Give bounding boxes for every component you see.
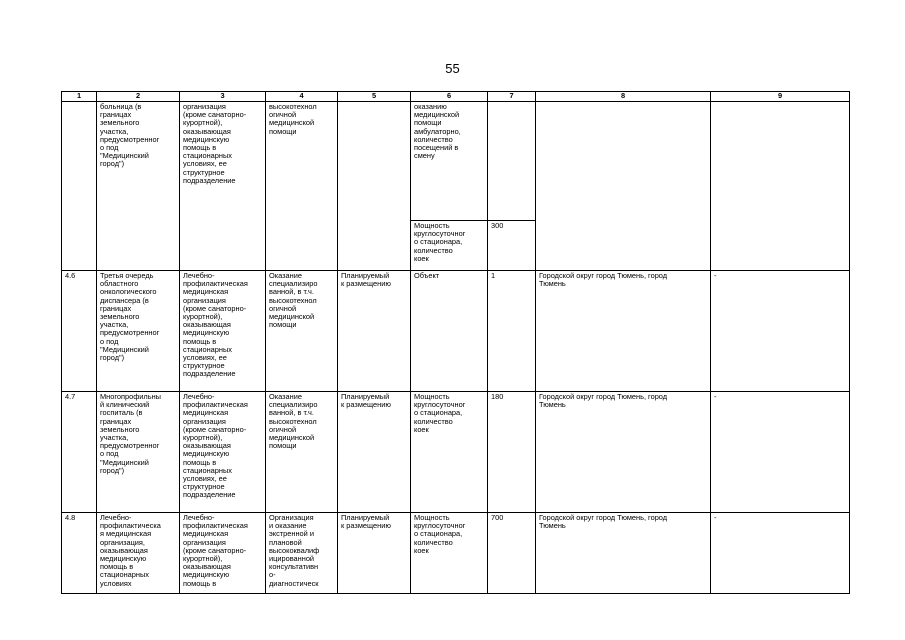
cell-characteristic: Мощность круглосуточног о стационара, количество коек bbox=[411, 221, 488, 271]
cell-zones: - bbox=[711, 513, 850, 594]
cell-value bbox=[488, 102, 536, 221]
cell-characteristic: оказанию медицинской помощи амбулаторно, количество посещений в смену bbox=[411, 102, 488, 221]
column-header: 3 bbox=[180, 92, 266, 102]
cell-purpose: высокотехнол огичной медицинской помощи bbox=[266, 102, 338, 271]
cell-number bbox=[62, 102, 97, 271]
table-row-continuation bbox=[62, 102, 850, 221]
table-row bbox=[62, 271, 850, 392]
cell-type: организация (кроме санаторно- курортной), оказывающая медицинскую помощь в стационарных условиях, ее структурное подразделение bbox=[180, 102, 266, 271]
cell-name: Многопрофильны й клинический госпиталь (в границах земельного участка, предусмотренног о под "Медицинский город") bbox=[97, 392, 180, 513]
cell-status: Планируемый к размещению bbox=[338, 513, 411, 594]
cell-location: Городской округ город Тюмень, город Тюмень bbox=[536, 392, 711, 513]
cell-number: 4.7 bbox=[62, 392, 97, 513]
cell-zones bbox=[711, 102, 850, 271]
cell-value: 300 bbox=[488, 221, 536, 271]
cell-value: 1 bbox=[488, 271, 536, 392]
cell-characteristic: Мощность круглосуточног о стационара, количество коек bbox=[411, 392, 488, 513]
cell-characteristic: Объект bbox=[411, 271, 488, 392]
column-header: 8 bbox=[536, 92, 711, 102]
column-header: 7 bbox=[488, 92, 536, 102]
cell-status: Планируемый к размещению bbox=[338, 271, 411, 392]
cell-value: 700 bbox=[488, 513, 536, 594]
column-header: 6 bbox=[411, 92, 488, 102]
register-table bbox=[61, 91, 850, 594]
cell-number: 4.6 bbox=[62, 271, 97, 392]
cell-type: Лечебно- профилактическая медицинская организация (кроме санаторно- курортной), оказывающая медицинскую помощь в bbox=[180, 513, 266, 594]
cell-value: 180 bbox=[488, 392, 536, 513]
cell-name: больница (в границах земельного участка, предусмотренног о под "Медицинский город") bbox=[97, 102, 180, 271]
table-row bbox=[62, 392, 850, 513]
column-header: 9 bbox=[711, 92, 850, 102]
cell-location bbox=[536, 102, 711, 271]
cell-zones: - bbox=[711, 392, 850, 513]
table-row bbox=[62, 513, 850, 594]
page-number: 55 bbox=[445, 61, 460, 76]
cell-purpose: Оказание специализиро ванной, в т.ч. высокотехнол огичной медицинской помощи bbox=[266, 271, 338, 392]
cell-location: Городской округ город Тюмень, город Тюмень bbox=[536, 513, 711, 594]
cell-number: 4.8 bbox=[62, 513, 97, 594]
cell-status bbox=[338, 102, 411, 271]
cell-type: Лечебно- профилактическая медицинская организация (кроме санаторно- курортной), оказывающая медицинскую помощь в стационарных условиях, ее структурное подразделение bbox=[180, 392, 266, 513]
cell-zones: - bbox=[711, 271, 850, 392]
cell-status: Планируемый к размещению bbox=[338, 392, 411, 513]
cell-name: Третья очередь областного онкологического диспансера (в границах земельного участка, предусмотренног о под "Медицинский город") bbox=[97, 271, 180, 392]
column-header: 4 bbox=[266, 92, 338, 102]
cell-location: Городской округ город Тюмень, город Тюмень bbox=[536, 271, 711, 392]
cell-type: Лечебно- профилактическая медицинская организация (кроме санаторно- курортной), оказывающая медицинскую помощь в стационарных условиях, ее структурное подразделение bbox=[180, 271, 266, 392]
header-row bbox=[62, 92, 850, 102]
cell-characteristic: Мощность круглосуточног о стационара, количество коек bbox=[411, 513, 488, 594]
column-header: 2 bbox=[97, 92, 180, 102]
cell-name: Лечебно- профилактическа я медицинская организация, оказывающая медицинскую помощь в стационарных условиях bbox=[97, 513, 180, 594]
column-header: 5 bbox=[338, 92, 411, 102]
column-header: 1 bbox=[62, 92, 97, 102]
cell-purpose: Оказание специализиро ванной, в т.ч. высокотехнол огичной медицинской помощи bbox=[266, 392, 338, 513]
cell-purpose: Организация и оказание экстренной и плановой высококвалиф ицированной консультативн о- диагностическ bbox=[266, 513, 338, 594]
